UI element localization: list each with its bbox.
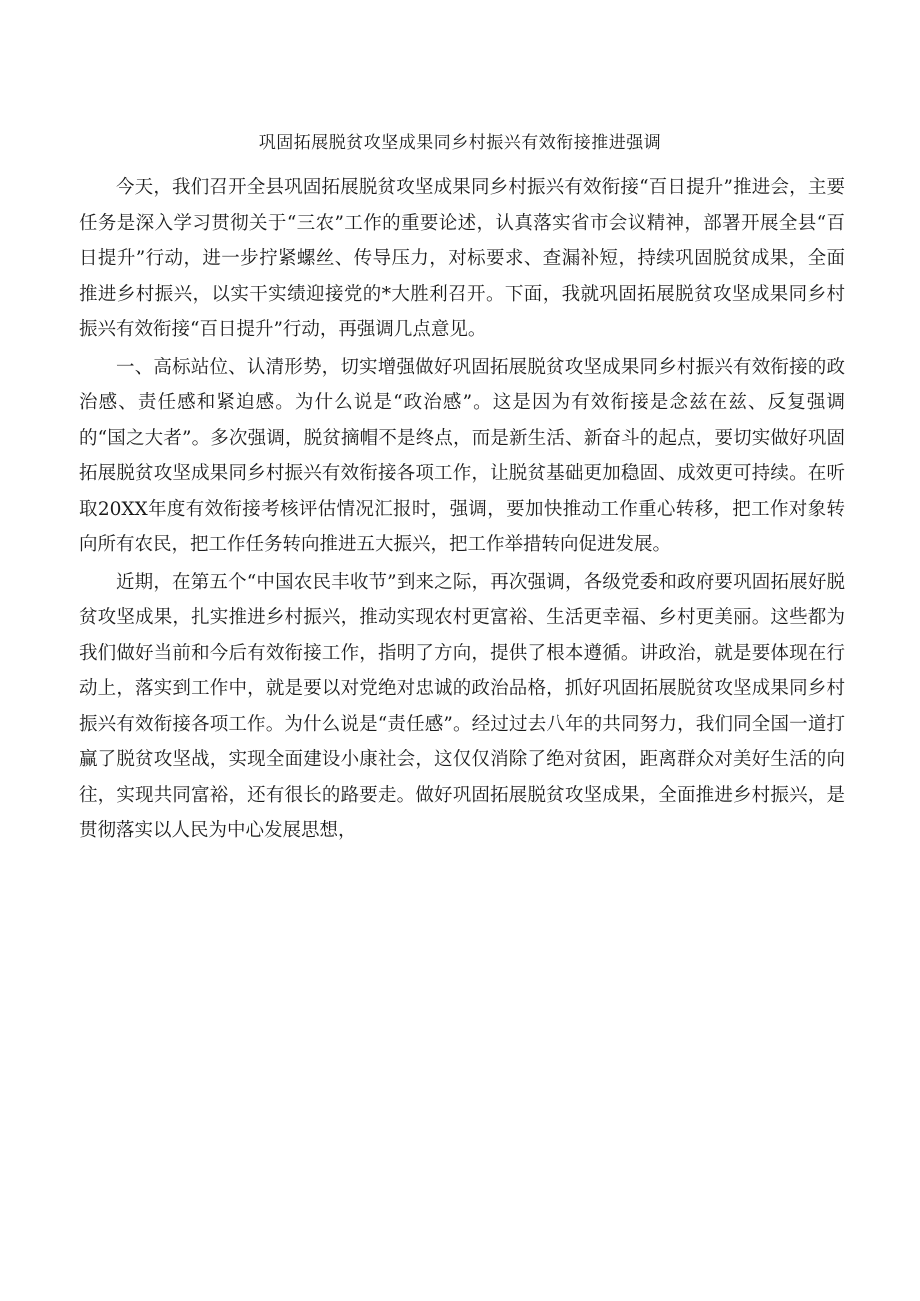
document-title: 巩固拓展脱贫攻坚成果同乡村振兴有效衔接推进强调 bbox=[258, 133, 662, 153]
document-body bbox=[79, 170, 845, 849]
paragraph-recent: 近期，在第五个“中国农民丰收节”到来之际，再次强调，各级党委和政府要巩固拓展好脱贫攻坚成果，扎实推进乡村振兴，推动实现农村更富裕、生活更幸福、乡村更美丽。这些都为我们做好当前和今后有效衔接工作，指明了方向，提供了根本遵循。讲政治，就是要体现在行动上，落实到工作中，就是要以对党绝对忠诚的政治品格，抓好巩固拓展脱贫攻坚成果同乡村振兴有效衔接各项工作。为什么说是“责任感”。经过过去八年的共同努力，我们同全国一道打赢了脱贫攻坚战，实现全面建设小康社会，这仅仅消除了绝对贫困，距离群众对美好生活的向往，实现共同富裕，还有很长的路要走。做好巩固拓展脱贫攻坚成果，全面推进乡村振兴，是贯彻落实以人民为中心发展思想， bbox=[79, 571, 845, 841]
paragraph-section-one: 一、高标站位、认清形势，切实增强做好巩固拓展脱贫攻坚成果同乡村振兴有效衔接的政治感、责任感和紧迫感。为什么说是“政治感”。这是因为有效衔接是念兹在兹、反复强调的“国之大者”。多次强调，脱贫摘帽不是终点，而是新生活、新奋斗的起点，要切实做好巩固拓展脱贫攻坚成果同乡村振兴有效衔接各项工作，让脱贫基础更加稳固、成效更可持续。在听取20XX年度有效衔接考核评估情况汇报时，强调，要加快推动工作重心转移，把工作对象转向所有农民，把工作任务转向推进五大振兴，把工作举措转向促进发展。 bbox=[79, 356, 845, 555]
paragraph-intro: 今天，我们召开全县巩固拓展脱贫攻坚成果同乡村振兴有效衔接“百日提升”推进会，主要任务是深入学习贯彻关于“三农”工作的重要论述，认真落实省市会议精神，部署开展全县“百日提升”行动，进一步拧紧螺丝、传导压力，对标要求、查漏补短，持续巩固脱贫成果，全面推进乡村振兴，以实干实绩迎接党的*大胜利召开。下面，我就巩固拓展脱贫攻坚成果同乡村振兴有效衔接“百日提升”行动，再强调几点意见。 bbox=[79, 177, 845, 340]
